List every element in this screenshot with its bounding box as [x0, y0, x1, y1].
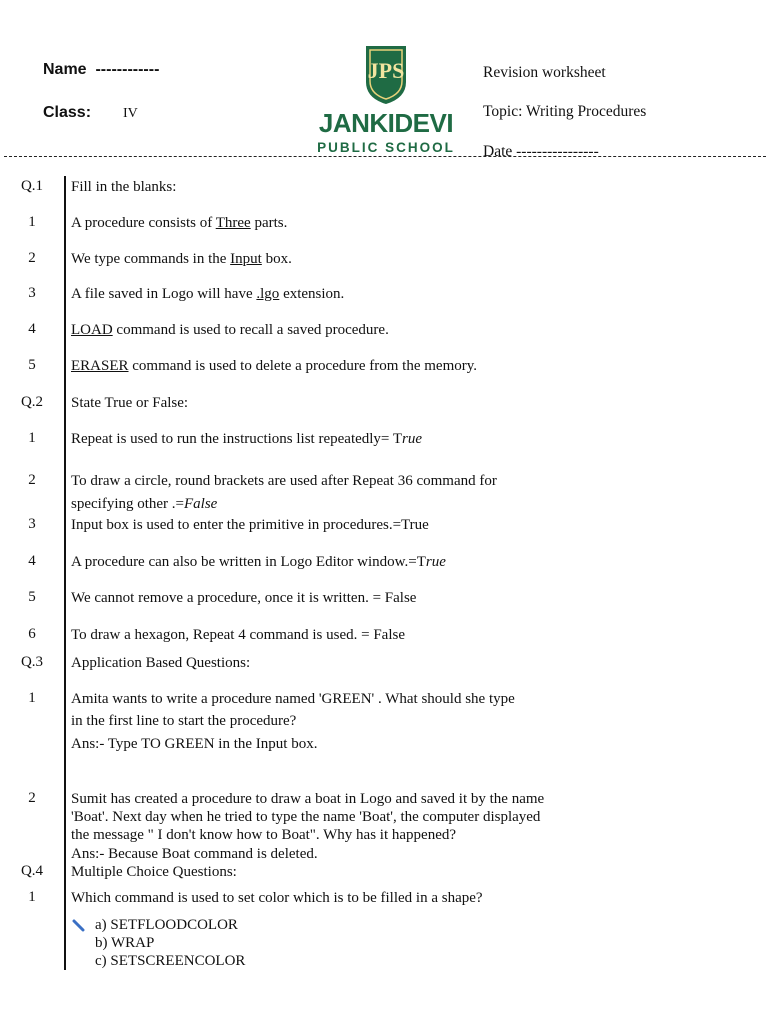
- q1-item: ERASER command is used to delete a procedure from the memory.: [71, 358, 478, 374]
- school-name: JANKIDEVI: [318, 108, 454, 138]
- q2-item-number: 1: [28, 430, 36, 446]
- q2-item-number: 3: [28, 516, 36, 532]
- school-crest-icon: [362, 42, 410, 106]
- q2-item: We cannot remove a procedure, once it is written. = False: [71, 590, 417, 606]
- class-value: IV: [123, 106, 138, 121]
- date-blank: ----------------: [516, 143, 599, 160]
- q3-number: Q.3: [20, 654, 44, 670]
- q1-item-number: 4: [28, 321, 36, 337]
- q3-title: Application Based Questions:: [71, 655, 251, 671]
- q2-item: Input box is used to enter the primitive in procedures.=True: [71, 517, 429, 533]
- topic: Topic: Writing Procedures: [483, 103, 647, 120]
- q1-item: A procedure consists of Three parts.: [71, 215, 288, 231]
- q3-answer: Ans:- Because Boat command is deleted.: [71, 846, 318, 862]
- q1-item: We type commands in the Input box.: [71, 251, 292, 267]
- q2-title: State True or False:: [71, 395, 189, 411]
- q2-item: A procedure can also be written in Logo Editor window.=True: [71, 554, 446, 570]
- q4-title: Multiple Choice Questions:: [71, 864, 237, 880]
- date-label: Date: [483, 143, 513, 160]
- q2-item: Repeat is used to run the instructions list repeatedly= True: [71, 431, 423, 447]
- mcq-option: a) SETFLOODCOLOR: [95, 917, 238, 933]
- name-blank: ------------: [95, 61, 160, 78]
- q2-item: To draw a hexagon, Repeat 4 command is used. = False: [71, 627, 405, 643]
- q1-item-number: 2: [28, 250, 36, 266]
- q3-item-number: 1: [28, 690, 36, 706]
- name-field: [43, 61, 159, 79]
- date-field: [483, 143, 599, 161]
- q2-item-number: 4: [28, 553, 36, 569]
- q2-item-number: 5: [28, 589, 36, 605]
- q4-item-number: 1: [28, 889, 36, 905]
- q1-item-number: 1: [28, 214, 36, 230]
- q2-item: To draw a circle, round brackets are used after Repeat 36 command for: [71, 473, 497, 489]
- q4-number: Q.4: [20, 863, 44, 879]
- answer: ERASER: [71, 358, 129, 374]
- class-label: Class:: [43, 104, 92, 121]
- q2-item-number: 6: [28, 626, 36, 642]
- q4-item: Which command is used to set color which is to be filled in a shape?: [71, 890, 483, 906]
- answer: Input: [230, 251, 262, 267]
- q3-item-line: Amita wants to write a procedure named 'GREEN' . What should she type: [71, 691, 515, 707]
- header-divider: [4, 156, 766, 157]
- class-field: [43, 104, 91, 122]
- q1-item-number: 5: [28, 357, 36, 373]
- q1-title: Fill in the blanks:: [71, 179, 177, 195]
- q3-item-line: in the first line to start the procedure?: [71, 713, 297, 729]
- q1-item-number: 3: [28, 285, 36, 301]
- q2-item-number: 2: [28, 472, 36, 488]
- q3-item-number: 2: [28, 790, 36, 806]
- logo-letters: JPS: [367, 58, 405, 83]
- q2-item-continuation: specifying other .=False: [71, 496, 218, 512]
- q3-item-line: the message " I don't know how to Boat". Why has it happened?: [71, 827, 457, 843]
- q1-number: Q.1: [20, 178, 44, 194]
- worksheet-title: Revision worksheet: [483, 64, 606, 81]
- q3-item-line: Sumit has created a procedure to draw a boat in Logo and saved it by the name: [71, 791, 545, 807]
- q2-number: Q.2: [20, 394, 44, 410]
- mcq-option: b) WRAP: [95, 935, 155, 951]
- name-label: Name: [43, 61, 87, 78]
- q3-item-line: 'Boat'. Next day when he tried to type the name 'Boat', the computer displayed: [71, 809, 541, 825]
- school-subtitle: PUBLIC SCHOOL: [317, 140, 455, 155]
- q3-answer: Ans:- Type TO GREEN in the Input box.: [71, 736, 318, 752]
- school-logo: [316, 42, 456, 157]
- mcq-option: c) SETSCREENCOLOR: [95, 953, 246, 969]
- answer: LOAD: [71, 322, 113, 338]
- answer: .lgo: [256, 286, 280, 302]
- answer: Three: [215, 215, 251, 231]
- question-number-rule: [64, 176, 66, 970]
- pencil-mark-icon: [72, 918, 86, 932]
- q1-item: LOAD command is used to recall a saved procedure.: [71, 322, 389, 338]
- q1-item: A file saved in Logo will have .lgo extension.: [71, 286, 345, 302]
